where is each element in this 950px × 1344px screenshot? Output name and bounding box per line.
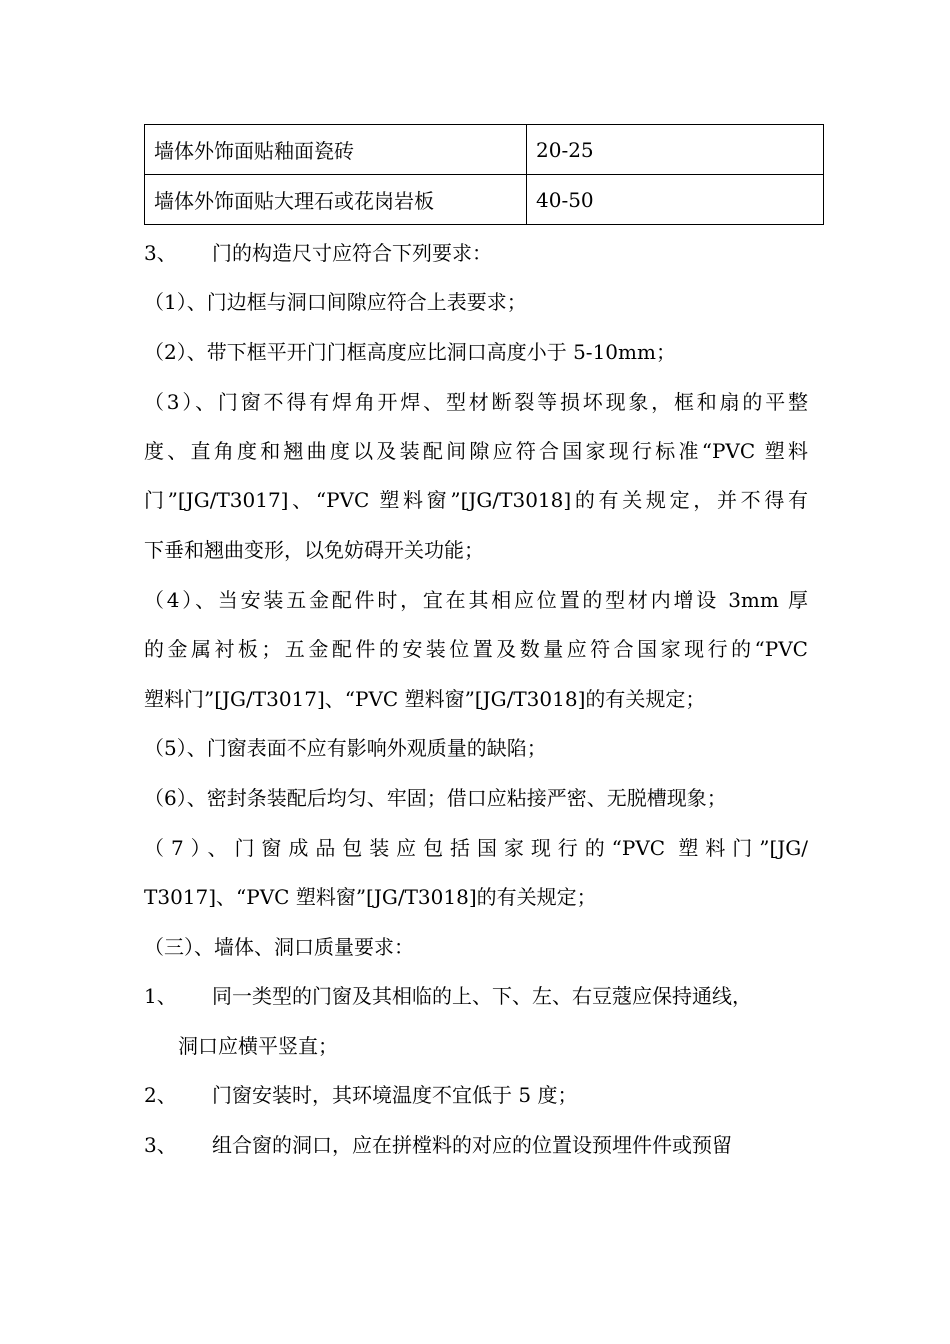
numbered-item bbox=[144, 1082, 577, 1108]
numbered-item bbox=[144, 983, 752, 1009]
table-cell: 墙体外饰面贴釉面瓷砖 bbox=[145, 125, 527, 175]
table-row bbox=[145, 175, 824, 225]
table-row bbox=[145, 125, 824, 175]
item-number: 3、 bbox=[144, 1133, 177, 1157]
item-text: 门的构造尺寸应符合下列要求： bbox=[212, 241, 492, 265]
item-number: 2、 bbox=[144, 1083, 177, 1107]
paragraph-line: （6）、密封条装配后均匀、牢固；借口应粘接严密、无脱槽现象； bbox=[144, 786, 727, 810]
paragraph-line: （5）、门窗表面不应有影响外观质量的缺陷； bbox=[144, 736, 547, 760]
paragraph-line: 度、直角度和翘曲度以及装配间隙应符合国家现行标准“PVC 塑料 bbox=[144, 439, 808, 463]
item-number: 1、 bbox=[144, 984, 177, 1008]
item-text: 门窗安装时，其环境温度不宜低于 5 度； bbox=[212, 1083, 578, 1107]
numbered-item bbox=[144, 240, 492, 266]
paragraph-line: （4）、当安装五金配件时，宜在其相应位置的型材内增设 3mm 厚 bbox=[144, 588, 808, 612]
paragraph-line: （1）、门边框与洞口间隙应符合上表要求； bbox=[144, 290, 527, 314]
item-text: 组合窗的洞口，应在拼樘料的对应的位置设预埋件件或预留 bbox=[212, 1133, 732, 1157]
numbered-item bbox=[144, 1132, 732, 1158]
item-text: 同一类型的门窗及其相临的上、下、左、右豆蔻应保持通线， bbox=[212, 984, 752, 1008]
item-number: 3、 bbox=[144, 241, 177, 265]
paragraph-line: 塑料门”[JG/T3017]、“PVC 塑料窗”[JG/T3018]的有关规定； bbox=[144, 687, 706, 711]
document-page bbox=[144, 124, 824, 1157]
paragraph-line: 的金属衬板；五金配件的安装位置及数量应符合国家现行的“PVC bbox=[144, 637, 808, 661]
table-cell: 40-50 bbox=[527, 175, 824, 225]
paragraph-line: 门”[JG/T3017]、“PVC 塑料窗”[JG/T3018]的有关规定，并不得有 bbox=[144, 488, 808, 512]
gap-spec-table bbox=[144, 124, 824, 225]
table-cell: 墙体外饰面贴大理石或花岗岩板 bbox=[145, 175, 527, 225]
paragraph-line: （3）、门窗不得有焊角开焊、型材断裂等损坏现象，框和扇的平整 bbox=[144, 390, 808, 414]
paragraph-line: （7）、门窗成品包装应包括国家现行的“PVC 塑料门”[JG/ bbox=[144, 836, 808, 860]
paragraph-line: （2）、带下框平开门门框高度应比洞口高度小于 5-10mm； bbox=[144, 340, 676, 364]
paragraph-line: T3017]、“PVC 塑料窗”[JG/T3018]的有关规定； bbox=[144, 885, 597, 909]
paragraph-line: 洞口应横平竖直； bbox=[178, 1034, 338, 1058]
table-cell: 20-25 bbox=[527, 125, 824, 175]
section-heading: （三）、墙体、洞口质量要求： bbox=[144, 935, 414, 959]
paragraph-line: 下垂和翘曲变形，以免妨碍开关功能； bbox=[144, 538, 484, 562]
